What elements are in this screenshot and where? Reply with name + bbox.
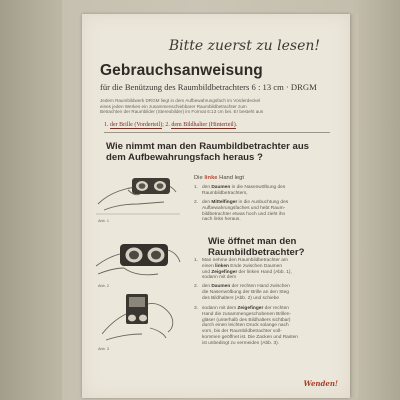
line-text: des Bildhalters (Abb. 2) und schiebe	[202, 295, 280, 301]
line-text: der linken Hand (Abb. 1),	[237, 269, 292, 275]
line-text: den	[202, 185, 212, 190]
heading-line: dem Aufbewahrungsfach heraus ?	[106, 152, 263, 163]
step-number: 1.	[194, 258, 199, 263]
line-text: kommen geöffnet ist. Die Zacken und Rasten	[202, 334, 298, 340]
line-text: durch einen leichten Druck solange nach	[202, 323, 289, 329]
document-title: Gebrauchsanweisung	[100, 62, 263, 79]
intro-paragraph	[100, 98, 332, 115]
caption-abb-1: Abb. 1	[98, 219, 109, 223]
illustration-1	[94, 164, 182, 216]
line-text: in die Nasenwölbung des	[230, 185, 286, 190]
line-bold: Zeigefinger	[211, 269, 238, 275]
line-text: den	[202, 284, 212, 289]
parts-line	[104, 122, 334, 128]
line-text: sodann mit dem	[202, 306, 238, 311]
part-1-number: 1.	[104, 122, 109, 128]
intro-line: Betrachten der Raumbilder (Stereobilder) im Format 6:13 cm bei. Er besteht aus	[100, 109, 264, 115]
section-heading-open	[208, 236, 348, 258]
heading-line: Raumbildbetrachter?	[208, 247, 305, 258]
intro-pre: Die	[194, 175, 205, 181]
step-number: 3.	[194, 306, 199, 311]
line-bold: Daumen	[211, 185, 231, 190]
heading-line: Wie öffnet man den	[208, 236, 297, 247]
line-text: vorn, bis der Raumbildbetrachter voll-	[202, 329, 282, 335]
intro-line: eines jeden Werkes ein zusammenschiebbarer Raumbildbetrachter zum	[100, 103, 247, 109]
line-text: einen	[202, 263, 216, 269]
line-text: sodann mit dem	[202, 275, 237, 281]
line-text: Ende zwischen Daumen	[228, 263, 283, 269]
step-line	[202, 296, 330, 302]
step-line	[202, 217, 330, 223]
step-line	[202, 341, 330, 347]
intro-line: Jedem Raumbildwerk DRGM liegt in dem Aufbewahrungsfach im Vorderdeckel	[100, 98, 261, 103]
illustration-3	[96, 284, 186, 344]
step-number: 2.	[194, 284, 199, 289]
part-1-label: der Brille (Vorderteil)	[110, 122, 163, 128]
intro-bold: linke	[204, 175, 218, 181]
line-text: Man nehme den Raumbildbetrachter am	[202, 258, 288, 263]
line-text: der rechten	[263, 306, 289, 311]
heading-line: Wie nimmt man den Raumbildbetrachter aus	[106, 141, 310, 152]
caption-abb-3: Abb. 3	[98, 347, 109, 351]
line-bold: Daumen	[211, 284, 231, 289]
caption-abb-2: Abb. 2	[98, 284, 109, 288]
line-text: gläser (unterhalb des Bildhalters sichtbar)	[202, 317, 291, 323]
line-bold: Zeigefinger	[237, 306, 264, 311]
background-shadow	[0, 0, 62, 400]
illustration-2	[94, 226, 184, 286]
step-number: 1.	[194, 185, 199, 190]
line-text: ist unbedingt zu vermeiden (Abb. 3).	[202, 340, 280, 346]
step-number: 2.	[194, 200, 199, 205]
line-text: die Nasenwölbung der Brille an den Steg	[202, 289, 289, 295]
line-text: Hand die zusammengeschobenen Brillen-	[202, 311, 292, 317]
line-text: und	[202, 269, 212, 275]
document-subtitle: für die Benützung des Raumbildbetrachters 6 : 13 cm · DRGM	[100, 82, 317, 92]
step-line	[202, 275, 330, 281]
line-text: Raumbildbetrachters,	[202, 190, 248, 196]
part-2-label: dem Bildhalter (Hinterteil)	[171, 122, 236, 128]
sheet-edge	[350, 14, 358, 398]
line-text: bildbetrachter etwas hoch und zieht ihn	[202, 211, 286, 217]
line-text: den	[202, 200, 212, 205]
step-line	[202, 191, 330, 197]
read-first-note: Bitte zuerst zu lesen!	[168, 38, 320, 54]
left-hand-intro	[194, 176, 244, 182]
line-bold: linken	[215, 263, 229, 269]
intro-post: Hand legt	[217, 175, 244, 181]
section-heading-remove	[106, 141, 338, 163]
line-text: in die Ausbuchtung des	[237, 200, 289, 205]
turn-page-note: Wenden!	[303, 379, 338, 388]
line-text: der rechten Hand zwischen	[230, 284, 290, 289]
part-end: .	[235, 122, 238, 128]
line-bold: Mittelfinger	[211, 200, 238, 205]
part-separator: ; 2.	[162, 122, 170, 128]
instruction-sheet	[82, 14, 350, 398]
line-text: Aufbewahrungsfaches und hebt Raum-	[202, 205, 286, 211]
divider	[104, 132, 330, 133]
line-text: nach links heraus.	[202, 217, 241, 223]
